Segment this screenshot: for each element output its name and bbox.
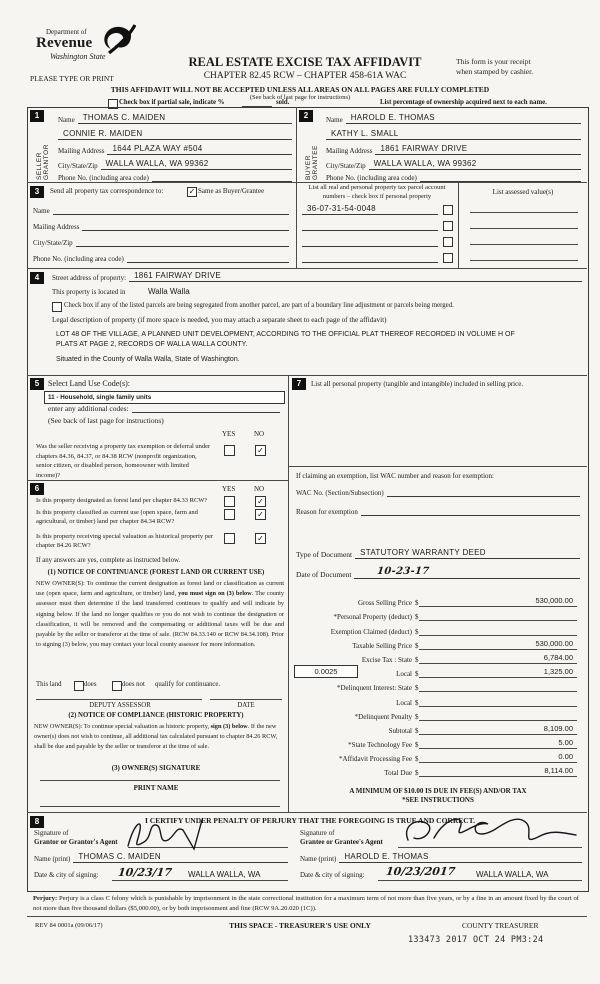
seller-phone-row xyxy=(58,171,292,182)
street-address-value: 1861 FAIRWAY DRIVE xyxy=(129,271,582,282)
print-name-line xyxy=(40,806,280,807)
owners-signature-line xyxy=(40,780,280,781)
seller-city-value: WALLA WALLA, WA 99362 xyxy=(101,159,292,170)
money-value xyxy=(419,696,578,707)
located-in-value: Walla Walla xyxy=(148,287,190,296)
s3-name-row xyxy=(33,204,289,215)
assessed-line-3 xyxy=(470,244,578,245)
s6-q3-no-checkbox: ✓ xyxy=(255,533,266,544)
divider xyxy=(458,182,459,268)
reason-row xyxy=(296,505,580,516)
buyer-city-label: City/State/Zip xyxy=(326,162,366,170)
money-value: 6,784.00 xyxy=(419,653,578,664)
s3-phone-label: Phone No. (including area code) xyxy=(33,255,124,263)
parcel-number-value: 36-07-31-54-0048 xyxy=(302,204,438,215)
segregated-checkbox xyxy=(52,302,62,312)
n2-body-b: sign (3) below xyxy=(210,723,248,730)
not-accepted-warning: THIS AFFIDAVIT WILL NOT BE ACCEPTED UNLESS ALL AREAS ON ALL PAGES ARE FULLY COMPLETED xyxy=(110,85,490,94)
seller-city-row xyxy=(58,159,292,170)
money-label: Subtotal xyxy=(388,726,412,735)
see-instructions-note: *SEE INSTRUCTIONS xyxy=(402,796,474,804)
money-value: 1,325.00 xyxy=(419,667,578,678)
perjury-text: Perjury is a class C felony which is punishable by imprisonment in the state correctional institution for a maximum term of not more than five years, or by a fine in an amount fixed by the court of not more than five thousand dollars ($5,000.00), or by both imprisonment and fine (RCW 9A.20.020 (1C)). xyxy=(33,895,579,912)
money-label: *State Technology Fee xyxy=(348,741,412,750)
form-title: REAL ESTATE EXCISE TAX AFFIDAVIT xyxy=(188,55,422,69)
s5-yes-checkbox xyxy=(224,445,235,456)
n1-body-a: NEW OWNER(S): To continue the current designation as forest land or classification as current use (open space, farm and agriculture, or timber) land, xyxy=(36,580,284,598)
money-row-excise-local xyxy=(288,664,587,678)
grantor-date-line xyxy=(112,880,288,881)
send-correspondence-label: Send all property tax correspondence to: xyxy=(50,187,164,195)
assessed-line-2 xyxy=(470,228,578,229)
n2-body-c: . If the new owner(s) does not wish to continue, all additional tax calculated pursuant to chapter 84.26 RCW, shall be due and payable by the seller or transferor at the time of sale. xyxy=(34,723,278,750)
money-value: 8,114.00 xyxy=(419,766,578,777)
seller-name-value: THOMAS C. MAIDEN xyxy=(78,113,292,124)
seller-name-label: Name xyxy=(58,116,75,124)
s3-mailing-label: Mailing Address xyxy=(33,223,80,231)
does-checkbox xyxy=(74,681,84,691)
dollar-sign: $ xyxy=(415,627,419,636)
s3-mailing-value xyxy=(82,220,289,231)
money-row-total-due xyxy=(288,763,587,777)
print-name-label: PRINT NAME xyxy=(133,784,179,792)
buyer-side-label-1: BUYER xyxy=(305,155,312,180)
grantor-date-value: 10/23/17 xyxy=(117,866,173,879)
seller-name2-row xyxy=(58,129,292,140)
does-label: does xyxy=(84,681,97,688)
parcel-row-1 xyxy=(302,204,438,215)
minimum-due-note: A MINIMUM OF $10.00 IS DUE IN FEE(S) AND/OR TAX xyxy=(349,787,527,795)
grantee-signature xyxy=(400,812,585,857)
grantee-date-city-label: Date & city of signing: xyxy=(300,871,365,879)
buyer-phone-value xyxy=(420,171,581,182)
deputy-assessor-line xyxy=(36,699,202,700)
personal-property-title: List all personal property (tangible and intangible) included in selling price. xyxy=(311,380,524,388)
logo-revenue-text: Revenue xyxy=(36,35,93,51)
grantee-agent-label: Grantee or Grantee's Agent xyxy=(300,838,383,846)
grantor-signature-of: Signature of xyxy=(34,829,69,837)
section-1-number: 1 xyxy=(30,110,44,122)
divider xyxy=(288,466,587,467)
buyer-mailing-row xyxy=(326,144,581,155)
buyer-name2-value: KATHY L. SMALL xyxy=(326,129,581,140)
date-of-document-label: Date of Document xyxy=(296,570,352,579)
dollar-sign: $ xyxy=(415,684,419,693)
dollar-sign: $ xyxy=(415,741,419,750)
buyer-phone-label: Phone No. (including area code) xyxy=(326,174,417,182)
section-2-number: 2 xyxy=(299,110,313,122)
section-5-number: 5 xyxy=(30,378,44,390)
seller-phone-value xyxy=(152,171,292,182)
assessed-values-header: List assessed value(s) xyxy=(492,188,554,196)
street-address-label: Street address of property: xyxy=(52,274,127,282)
grantee-date-value: 10/23/2017 xyxy=(385,865,456,878)
n2-body-a: NEW OWNER(S): To continue special valuation as historic property, xyxy=(34,723,211,730)
s5-no-header: NO xyxy=(254,430,265,438)
money-row-taxable xyxy=(288,636,587,650)
s5-see-back: (See back of last page for instructions) xyxy=(48,416,164,425)
wac-label: WAC No. (Section/Subsection) xyxy=(296,489,384,497)
s3-name-label: Name xyxy=(33,207,50,215)
grantee-city-value: WALLA WALLA, WA xyxy=(476,870,549,879)
buyer-side-label-2: GRANTEE xyxy=(312,145,319,180)
dollar-sign: $ xyxy=(415,613,419,622)
s6-q2-yes-checkbox xyxy=(224,509,235,520)
money-value: 530,000.00 xyxy=(419,596,578,607)
s6-question-3: Is this property receiving special valuation as historical property per chapter 84.26 RCW? xyxy=(36,533,214,550)
does-not-label: does not xyxy=(122,681,145,688)
grantee-name-value: HAROLD E. THOMAS xyxy=(339,852,582,863)
please-type-label: PLEASE TYPE OR PRINT xyxy=(30,74,114,83)
dollar-sign: $ xyxy=(415,712,419,721)
grantee-name-print-label: Name (print) xyxy=(300,855,337,863)
legal-description-label: Legal description of property (if more space is needed, you may attach a separate sheet to each page of the affidavit) xyxy=(52,316,387,324)
divider xyxy=(27,375,587,376)
money-label: *Personal Property (deduct) xyxy=(333,613,412,622)
claiming-exemption-label: If claiming an exemption, list WAC number and reason for exemption: xyxy=(296,472,494,480)
money-label: *Affidavit Processing Fee xyxy=(339,755,412,764)
assessor-date-label: DATE xyxy=(237,702,255,709)
perjury-statement xyxy=(33,894,579,913)
seller-side-label-1: SELLER xyxy=(36,152,43,180)
seller-name2-value: CONNIE R. MAIDEN xyxy=(58,129,292,140)
money-value xyxy=(419,710,578,721)
s6-q3-yes-checkbox xyxy=(224,533,235,544)
parcel-row-2 xyxy=(302,220,438,231)
n1-body-c: . The county assessor must then determine if the land transferred continues to qualify and will indicate by signing below. If the land no longer qualifies or you do not wish to continue the designation or classification, it will be removed and the compensating or additional taxes will be due and payable by the seller or transferor at the time of sale. (RCW 84.33.140 or RCW 84.34.108). Prior to signing (3) below, you may contact your local county assessor for more information. xyxy=(36,590,284,649)
see-back-note: (See back of last page for instructions) xyxy=(249,94,351,101)
dollar-sign: $ xyxy=(415,655,419,664)
parcel-numbers-header: List all real and personal property tax parcel account numbers – check box if personal property xyxy=(308,184,446,200)
parcel-row-4 xyxy=(302,252,438,263)
dollar-sign: $ xyxy=(415,769,419,778)
money-label xyxy=(294,665,412,678)
parcel-line xyxy=(302,252,438,263)
seller-name-row xyxy=(58,113,292,124)
logo-dept-text: Department of xyxy=(46,28,87,36)
s3-phone-row xyxy=(33,252,289,263)
divider xyxy=(27,916,587,917)
money-row-processing-fee xyxy=(288,749,587,763)
buyer-name-label: Name xyxy=(326,116,343,124)
dollar-sign: $ xyxy=(415,670,419,679)
owners-signature-label: (3) OWNER(S) SIGNATURE xyxy=(111,764,201,772)
s6-question-1: Is this property designated as forest land per chapter 84.33 RCW? xyxy=(36,497,208,504)
assessed-line-4 xyxy=(470,260,578,261)
money-row-gross xyxy=(288,593,587,607)
divider xyxy=(296,107,297,268)
money-value xyxy=(419,681,578,692)
s3-phone-value xyxy=(127,252,289,263)
situated-value: Situated in the County of Walla Walla, State of Washington. xyxy=(56,356,240,363)
land-use-code-box: 11 - Household, single family units xyxy=(44,391,285,404)
does-not-checkbox xyxy=(112,681,122,691)
dollar-sign: $ xyxy=(415,641,419,650)
money-row-excise-state xyxy=(288,650,587,664)
revenue-swirl-icon xyxy=(100,24,136,63)
wac-row xyxy=(296,486,580,497)
money-row-subtotal xyxy=(288,721,587,735)
money-row-tech-fee xyxy=(288,735,587,749)
seller-mailing-value: 1644 PLAZA WAY #504 xyxy=(107,144,292,155)
s5-yes-header: YES xyxy=(222,430,236,438)
grantee-name-row xyxy=(300,852,582,863)
local-label: Local xyxy=(396,670,412,679)
buyer-name-value: HAROLD E. THOMAS xyxy=(346,113,581,124)
seller-mailing-row xyxy=(58,144,292,155)
buyer-side-label xyxy=(305,122,319,180)
located-in-label: This property is located in xyxy=(52,288,126,296)
money-label: Excise Tax : State xyxy=(361,655,412,664)
money-value: 5.00 xyxy=(419,738,578,749)
s3-mailing-row xyxy=(33,220,289,231)
parcel-line xyxy=(302,236,438,247)
s6-no-header: NO xyxy=(254,485,265,493)
grantee-signature-of: Signature of xyxy=(300,829,335,837)
grantor-name-row xyxy=(34,852,288,863)
dollar-sign: $ xyxy=(415,698,419,707)
grantee-date-line xyxy=(378,880,582,881)
form-subtitle: CHAPTER 82.45 RCW – CHAPTER 458-61A WAC xyxy=(203,71,407,81)
s6-yes-header: YES xyxy=(222,485,236,493)
buyer-name-row xyxy=(326,113,581,124)
money-rows xyxy=(288,593,587,777)
grantor-city-value: WALLA WALLA, WA xyxy=(188,870,261,879)
buyer-mailing-value: 1861 FAIRWAY DRIVE xyxy=(375,144,581,155)
buyer-mailing-label: Mailing Address xyxy=(326,147,373,155)
treasurer-space-label: THIS SPACE - TREASURER'S USE ONLY xyxy=(229,921,371,930)
money-row-delinq-interest-state xyxy=(288,678,587,692)
street-address-row xyxy=(52,271,582,282)
rev-form-number: REV 84 0001a (09/06/17) xyxy=(35,922,103,929)
parcel-line xyxy=(302,220,438,231)
type-of-document-value: STATUTORY WARRANTY DEED xyxy=(355,548,580,559)
s5-no-checkbox: ✓ xyxy=(255,445,266,456)
this-land-label: This land xyxy=(36,681,62,688)
qualify-label: qualify for continuance. xyxy=(155,681,221,688)
grantor-date-city-label: Date & city of signing: xyxy=(34,871,99,879)
dollar-sign: $ xyxy=(415,726,419,735)
grantor-name-print-label: Name (print) xyxy=(34,855,71,863)
s5-question: Was the seller receiving a property tax exemption or deferral under chapters 84.36, 84.37, or 84.38 RCW (nonprofit organization, senior citizen, or disabled person, homeowner with limited income)? xyxy=(36,443,211,479)
notice-compliance-body xyxy=(34,722,284,751)
grantor-signature xyxy=(122,816,222,857)
same-as-buyer-checkbox: ✓ xyxy=(188,187,196,196)
notice-continuance-title: (1) NOTICE OF CONTINUANCE (FOREST LAND OR CURRENT USE) xyxy=(47,569,265,576)
s6-q2-no-checkbox: ✓ xyxy=(255,509,266,520)
local-rate-box: 0.0025 xyxy=(294,665,358,678)
s3-city-value xyxy=(76,236,289,247)
seller-side-label xyxy=(36,122,50,180)
assessor-date-line xyxy=(210,699,282,700)
seller-city-label: City/State/Zip xyxy=(58,162,98,170)
buyer-phone-row xyxy=(326,171,581,182)
money-row-delinq-penalty xyxy=(288,707,587,721)
perjury-bold: Perjury: xyxy=(33,895,58,902)
notice-continuance-body xyxy=(36,579,284,650)
money-label: Taxable Selling Price xyxy=(352,641,412,650)
county-treasurer-label: COUNTY TREASURER xyxy=(462,921,539,930)
notice-compliance-title: (2) NOTICE OF COMPLIANCE (HISTORIC PROPERTY) xyxy=(68,712,244,719)
receipt-note-line1: This form is your receipt xyxy=(456,57,531,66)
money-label: *Delinquent Penalty xyxy=(354,712,412,721)
section-6-number: 6 xyxy=(30,483,44,495)
receipt-note-line2: when stamped by cashier. xyxy=(456,67,534,76)
money-label: Gross Selling Price xyxy=(357,599,412,608)
grantor-name-value: THOMAS C. MAIDEN xyxy=(73,852,288,863)
buyer-city-row xyxy=(326,159,581,170)
s6-q1-yes-checkbox xyxy=(224,496,235,507)
section-7-number: 7 xyxy=(292,378,306,390)
sold-label: sold. xyxy=(276,99,290,106)
treasurer-stamp: 133473 2017 OCT 24 PM3:24 xyxy=(408,935,544,945)
money-value xyxy=(419,610,578,621)
buyer-city-value: WALLA WALLA, WA 99362 xyxy=(369,159,581,170)
additional-codes-value xyxy=(132,402,280,413)
ownership-note: List percentage of ownership acquired next to each name. xyxy=(380,99,547,106)
s6-note: If any answers are yes, complete as instructed below. xyxy=(36,557,181,564)
section-8-number: 8 xyxy=(30,816,44,828)
seller-side-label-2: GRANTOR xyxy=(43,144,50,180)
money-label: Total Due xyxy=(384,769,412,778)
money-value: 8,109.00 xyxy=(419,724,578,735)
s6-question-2: Is this property classified as current use (open space, farm and agricultural, or timber) land per chapter 84.34 RCW? xyxy=(36,509,198,526)
n1-body-b: you must sign on (3) below xyxy=(178,590,252,598)
money-row-delinq-interest-local xyxy=(288,692,587,706)
reason-label: Reason for exemption xyxy=(296,508,358,516)
money-label: Exemption Claimed (deduct) xyxy=(330,627,412,636)
segregated-label: Check box if any of the listed parcels are being segregated from another parcel, are part of a boundary line adjustment or parcels being merged. xyxy=(64,302,454,309)
reason-value xyxy=(361,505,580,516)
parcel-cb-2 xyxy=(443,221,453,231)
money-value xyxy=(419,625,578,636)
s3-city-label: City/State/Zip xyxy=(33,239,73,247)
seller-mailing-label: Mailing Address xyxy=(58,147,105,155)
divider xyxy=(27,268,587,269)
money-label: Local xyxy=(396,698,412,707)
type-of-document-row xyxy=(296,548,580,559)
money-value: 530,000.00 xyxy=(419,639,578,650)
assessed-line-1 xyxy=(470,212,578,213)
date-of-document-row xyxy=(296,566,580,579)
parcel-cb-1 xyxy=(443,205,453,215)
s3-city-row xyxy=(33,236,289,247)
grantor-agent-label: Grantor or Grantor's Agent xyxy=(34,838,118,846)
certify-statement: I CERTIFY UNDER PENALTY OF PERJURY THAT THE FOREGOING IS TRUE AND CORRECT. xyxy=(144,816,475,825)
same-as-buyer-label: Same as Buyer/Grantee xyxy=(198,187,265,195)
wac-value xyxy=(387,486,580,497)
section-3-number: 3 xyxy=(30,186,44,198)
money-value: 0.00 xyxy=(419,752,578,763)
parcel-row-3 xyxy=(302,236,438,247)
money-label: *Delinquent Interest: State xyxy=(336,684,412,693)
additional-codes-row xyxy=(48,402,280,413)
logo-state-text: Washington State xyxy=(50,52,106,61)
buyer-name2-row xyxy=(326,129,581,140)
legal-description-value: LOT 48 OF THE VILLAGE, A PLANNED UNIT DEVELOPMENT, ACCORDING TO THE OFFICIAL PLAT THEREOF RECORDED IN VOLUME H OF PLATS AT PAGE 2, RECORDS OF WALLA WALLA COUNTY. xyxy=(56,331,515,348)
s3-name-value xyxy=(53,204,289,215)
dollar-sign: $ xyxy=(415,755,419,764)
land-use-title: Select Land Use Code(s): xyxy=(48,379,130,388)
seller-phone-label: Phone No. (including area code) xyxy=(58,174,149,182)
dollar-sign: $ xyxy=(415,599,419,608)
type-of-document-label: Type of Document xyxy=(296,550,353,559)
s6-q1-no-checkbox: ✓ xyxy=(255,496,266,507)
date-of-document-value: 10-23-17 xyxy=(376,566,431,577)
parcel-cb-3 xyxy=(443,237,453,247)
deputy-assessor-label: DEPUTY ASSESSOR xyxy=(89,702,151,709)
additional-codes-label: enter any additional codes: xyxy=(48,404,129,413)
money-row-personal xyxy=(288,607,587,621)
partial-sale-label: Check box if partial sale, indicate % xyxy=(119,99,225,106)
section-4-number: 4 xyxy=(30,272,44,284)
money-row-exemption xyxy=(288,621,587,635)
parcel-cb-4 xyxy=(443,253,453,263)
divider xyxy=(27,182,587,183)
